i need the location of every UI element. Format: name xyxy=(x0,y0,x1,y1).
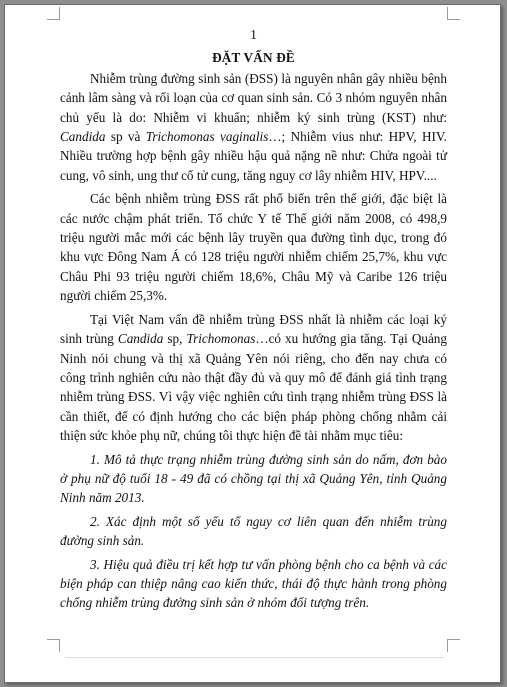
paragraph-text: …; Nhiễm vius như: HPV, HIV. Nhiều trường hợp bệnh gây nhiều hậu quả nặng nề như: Chửa ngoài tử cung, vô sinh, ung thư cổ tử cung, tăng nguy cơ lây nhiễm HIV, HPV.... xyxy=(60,129,447,183)
paragraph-text: sp và xyxy=(105,129,146,145)
paragraph-text: Tại Việt Nam vấn đề nhiễm trùng ĐSS nhất là nhiễm các loại ký sinh trùng xyxy=(60,311,447,347)
page-title: ĐẶT VẤN ĐỀ xyxy=(212,50,295,66)
species-name: Trichomonas xyxy=(186,331,256,347)
crop-mark-bottom-left xyxy=(47,639,60,652)
species-name: Candida xyxy=(60,129,106,145)
objective-item: 2. Xác định một số yếu tố nguy cơ liên quan đến nhiễm trùng đường sinh sản. xyxy=(60,513,447,549)
objective-item: 3. Hiệu quả điều trị kết hợp tư vấn phòng bệnh cho ca bệnh và các biện pháp can thiệp nâng cao kiến thức, thái độ thực hành trong phòng chống nhiễm trùng đường sinh sản ở nhóm đối tượng trên. xyxy=(60,556,447,611)
crop-mark-top-left xyxy=(47,7,60,20)
crop-mark-bottom-right xyxy=(447,639,460,652)
paragraph-text: Nhiễm trùng đường sinh sản (ĐSS) là nguyên nhân gây nhiều bệnh cảnh lâm sàng và rối loạn của cơ quan sinh sản. Có 3 nhóm nguyên nhân chủ yếu là do: Nhiễm vi khuẩn; nhiễm ký sinh trùng (KST) như: xyxy=(60,70,447,125)
page-number: 1 xyxy=(250,27,257,42)
document-page xyxy=(4,4,501,683)
paragraph-text: sp, xyxy=(163,331,187,347)
paragraph-intro xyxy=(60,69,447,185)
paragraph-statistics: Các bệnh nhiễm trùng ĐSS rất phổ biến trên thế giới, đặc biệt là các nước chậm phát triển. Tổ chức Y tế Thế giới năm 2008, có 498,9 triệu người mắc mới các bệnh lây truyền qua đường tình dục, trong đó khu vực Đông Nam Á có 128 triệu người nhiễm chiếm 25,7%, khu vực Châu Phi 93 triệu người chiếm 18,6%, Châu Mỹ và Caribe 126 triệu người chiếm 25,3%. xyxy=(60,191,447,304)
species-name: Candida xyxy=(117,331,164,347)
paragraph-vietnam xyxy=(60,310,447,446)
objective-item: 1. Mô tả thực trạng nhiễm trùng đường sinh sản do nấm, đơn bào ở phụ nữ độ tuổi 18 - 49 đã có chồng tại thị xã Quảng Yên, tỉnh Quảng Ninh năm 2013. xyxy=(60,451,447,506)
document-body xyxy=(60,25,447,617)
species-name: Trichomonas vaginalis xyxy=(145,129,269,145)
crop-mark-top-right xyxy=(447,7,460,20)
paragraph-text: …có xu hướng gia tăng. Tại Quảng Ninh nói chung và thị xã Quảng Yên nói riêng, cho đến nay chưa có công trình nghiên cứu nào thật đầy đủ và quy mô để đánh giá tình trạng nhiễm trùng ĐSS. Vì vậy việc nghiên cứu tình trạng nhiễm trùng ĐSS là cần thiết, để có định hướng cho các biện pháp phòng chống nhằm cải thiện sức khỏe phụ nữ, chúng tôi thực hiện đề tài nhằm mục tiêu: xyxy=(60,331,447,444)
page-footer-separator xyxy=(65,657,444,658)
